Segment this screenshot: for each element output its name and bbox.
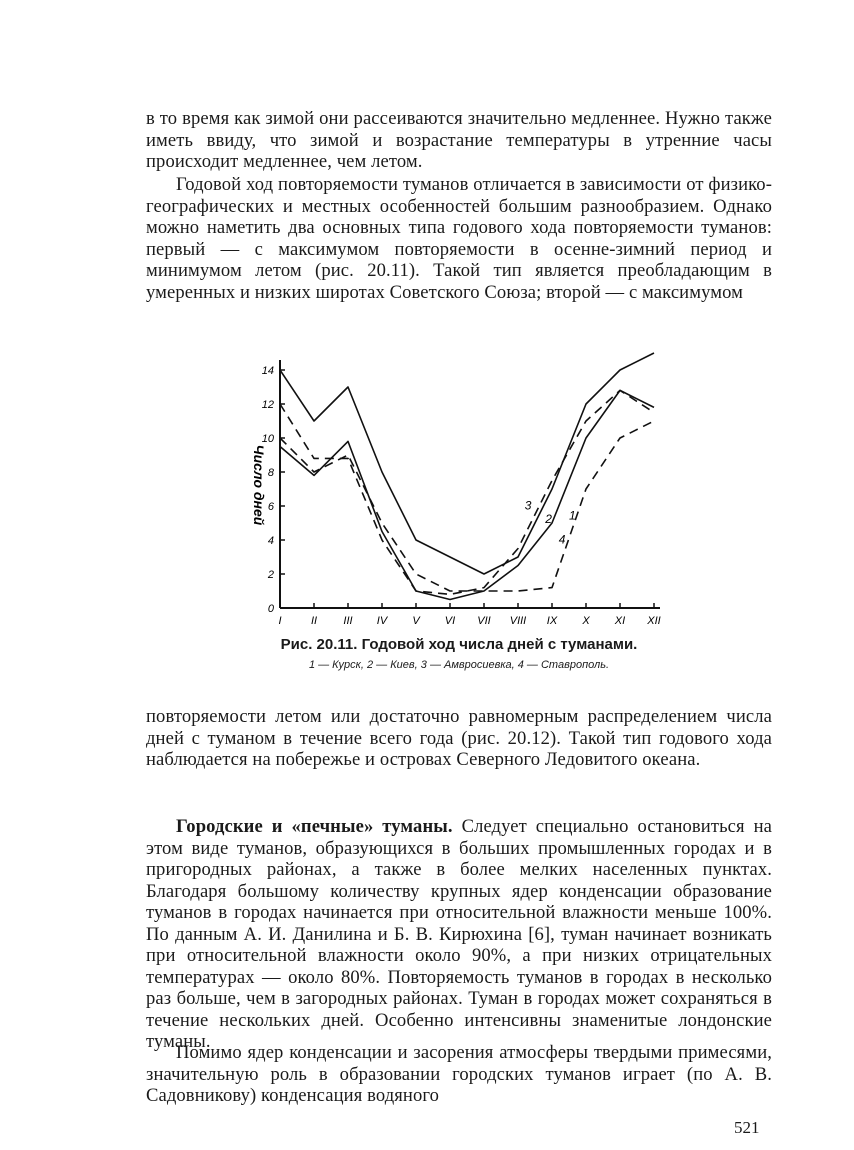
y-tick-label: 14 xyxy=(261,365,274,377)
x-tick-label: VII xyxy=(477,615,491,627)
paragraph-4-heading: Городские и «печные» туманы. xyxy=(176,816,453,837)
x-tick-label: XI xyxy=(614,615,626,627)
figure-legend: 1 — Курск, 2 — Киев, 3 — Амвросиевка, 4 — Ставрополь. xyxy=(308,659,610,671)
chart-ticks xyxy=(262,365,661,627)
fog-days-chart xyxy=(240,335,680,635)
y-axis-label: Число дней xyxy=(251,444,267,526)
y-tick-label: 8 xyxy=(267,467,274,479)
x-tick-label: I xyxy=(278,615,282,627)
y-tick-label: 4 xyxy=(267,535,274,547)
chart-series-labels xyxy=(525,498,576,546)
x-tick-label: III xyxy=(343,615,353,627)
paragraph-5 xyxy=(146,1042,772,1107)
paragraph-4 xyxy=(146,816,772,1053)
x-tick-label: X xyxy=(582,615,590,627)
figure-caption: Рис. 20.11. Годовой ход числа дней с туманами. xyxy=(280,636,638,653)
y-tick-label: 12 xyxy=(261,399,274,411)
series-label-1: 1 xyxy=(569,508,576,523)
chart-series xyxy=(280,353,654,600)
series-label-2: 2 xyxy=(545,512,552,526)
paragraph-4-text: Следует специально остановиться на этом виде туманов, образующихся в больших промышленных городах и в пригородных районах, а также в более мелких населенных пунктах. Благодаря большому количеству крупных ядер конденсации образование туманов в городах начинается при относительной влажности меньше 100%. По данным А. И. Данилина и Б. В. Кирюхина [6], туман начинает возникать при относительной влажности около 90%, а при низких отрицательных температурах — около 80%. Повторяемость туманов в городах в несколько раз больше, чем в загородных районах. Туман в городах может сохраняться в течение нескольких дней. Особенно интенсивны знаменитые лондонские туманы. xyxy=(146,816,772,1052)
y-tick-label: 0 xyxy=(267,603,274,615)
paragraph-2 xyxy=(146,174,772,303)
paragraph-3: повторяемости летом или достаточно равномерным распределением числа дней с туманом в течение всего года (рис. 20.12). Такой тип годового хода наблюдается на побережье и островах Северного Ледовитого океана. xyxy=(146,706,772,770)
series-line-1 xyxy=(280,390,654,599)
y-tick-label: 10 xyxy=(261,433,274,445)
x-tick-label: IV xyxy=(376,615,388,627)
page-number: 521 xyxy=(734,1118,760,1137)
x-tick-label: VI xyxy=(444,615,456,627)
paragraph-1: в то время как зимой они рассеиваются значительно медленнее. Нужно также иметь ввиду, что зимой и возрастание температуры в утренние часы происходит медленнее, чем летом. xyxy=(146,108,772,172)
y-tick-label: 6 xyxy=(267,501,274,513)
x-tick-label: XII xyxy=(647,615,661,627)
x-tick-label: IX xyxy=(546,615,558,627)
series-line-3 xyxy=(280,353,654,574)
paragraph-2-text: Годовой ход повторяемости туманов отличается в зависимости от физико-географических и местных особенностей большим разнообразием. Однако можно наметить два основных типа годового хода повторяемости туманов: первый — с максимумом повторяемости в осенне-зимний период и минимумом летом (рис. 20.11). Такой тип является преобладающим в умеренных и низких широтах Советского Союза; второй — с максимумом xyxy=(146,174,772,303)
y-tick-label: 2 xyxy=(267,569,274,581)
x-tick-label: V xyxy=(412,615,420,627)
x-tick-label: VIII xyxy=(509,615,527,627)
series-label-4: 4 xyxy=(558,532,566,547)
series-label-3: 3 xyxy=(524,498,532,513)
paragraph-5-text: Помимо ядер конденсации и засорения атмосферы твердыми примесями, значительную роль в образовании городских туманов играет (по А. В. Садовникову) конденсация водяного xyxy=(146,1042,772,1106)
x-tick-label: II xyxy=(310,615,318,627)
